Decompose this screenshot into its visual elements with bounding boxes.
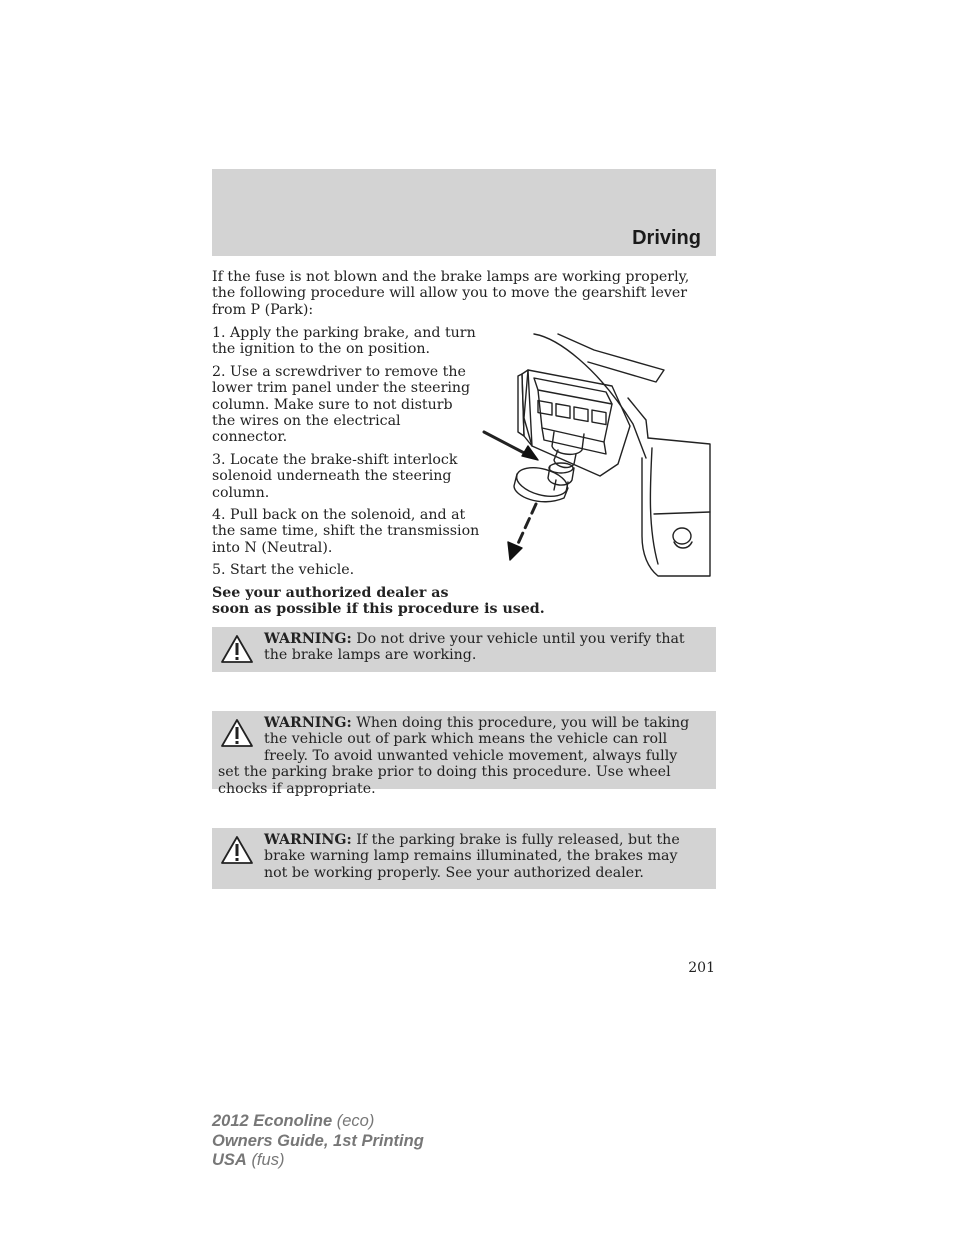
footer-line-3 [212, 1151, 424, 1171]
section-header-band [212, 169, 716, 256]
warning-label: WARNING: [264, 832, 352, 848]
warning-text: Do not drive your vehicle until you verify that the brake lamps are working. [264, 631, 685, 664]
footer-region-code: (fus) [251, 1151, 285, 1169]
step-4: 4. Pull back on the solenoid, and at the same time, shift the transmission into N (Neutral). [212, 507, 480, 556]
footer-model-code: (eco) [336, 1112, 375, 1130]
warning-text: When doing this procedure, you will be taking the vehicle out of park which means the vehicle can roll freely. To avoid unwanted vehicle movement, always fully set the parking brake prior to doing this procedure. Use wheel chocks if appropriate. [218, 715, 690, 797]
warning-box-vehicle-roll [212, 711, 716, 797]
step-1: 1. Apply the parking brake, and turn the ignition to the on position. [212, 325, 476, 358]
step-5: 5. Start the vehicle. [212, 562, 355, 579]
footer-line-2 [212, 1132, 424, 1152]
dealer-note [212, 584, 545, 618]
warning-text: If the parking brake is fully released, but the brake warning lamp remains illuminated, the brakes may not be working properly. See your authorized dealer. [264, 832, 680, 881]
dealer-note-line-1: See your authorized dealer as [212, 584, 449, 601]
step-3: 3. Locate the brake-shift interlock solenoid underneath the steering column. [212, 451, 458, 501]
brake-shift-interlock-solenoid-illustration [478, 328, 716, 582]
footer-line-1 [212, 1112, 424, 1132]
footer-model: 2012 Econoline [212, 1112, 333, 1130]
warning-triangle-icon [220, 634, 254, 664]
warning-box-brake-lamps [212, 627, 716, 672]
warning-triangle-icon [220, 718, 254, 748]
footer-region: USA [212, 1151, 247, 1169]
footer-imprint [212, 1112, 424, 1171]
page-number: 201 [688, 960, 715, 976]
intro-paragraph: If the fuse is not blown and the brake lamps are working properly, the following procedure will allow you to move the gearshift lever from P (Park): [212, 269, 690, 318]
footer-guide: Owners Guide, 1st Printing [212, 1131, 424, 1150]
step-2: 2. Use a screwdriver to remove the lower trim panel under the steering column. Make sure to not disturb the wires on the electrical connector. [212, 363, 471, 446]
warning-triangle-icon [220, 835, 254, 865]
warning-box-brake-warning-lamp [212, 828, 716, 889]
warning-label: WARNING: [264, 631, 352, 647]
section-title: Driving [632, 227, 701, 249]
procedure-steps [212, 325, 545, 624]
warning-label: WARNING: [264, 715, 352, 731]
dealer-note-line-2: soon as possible if this procedure is used. [212, 601, 545, 618]
